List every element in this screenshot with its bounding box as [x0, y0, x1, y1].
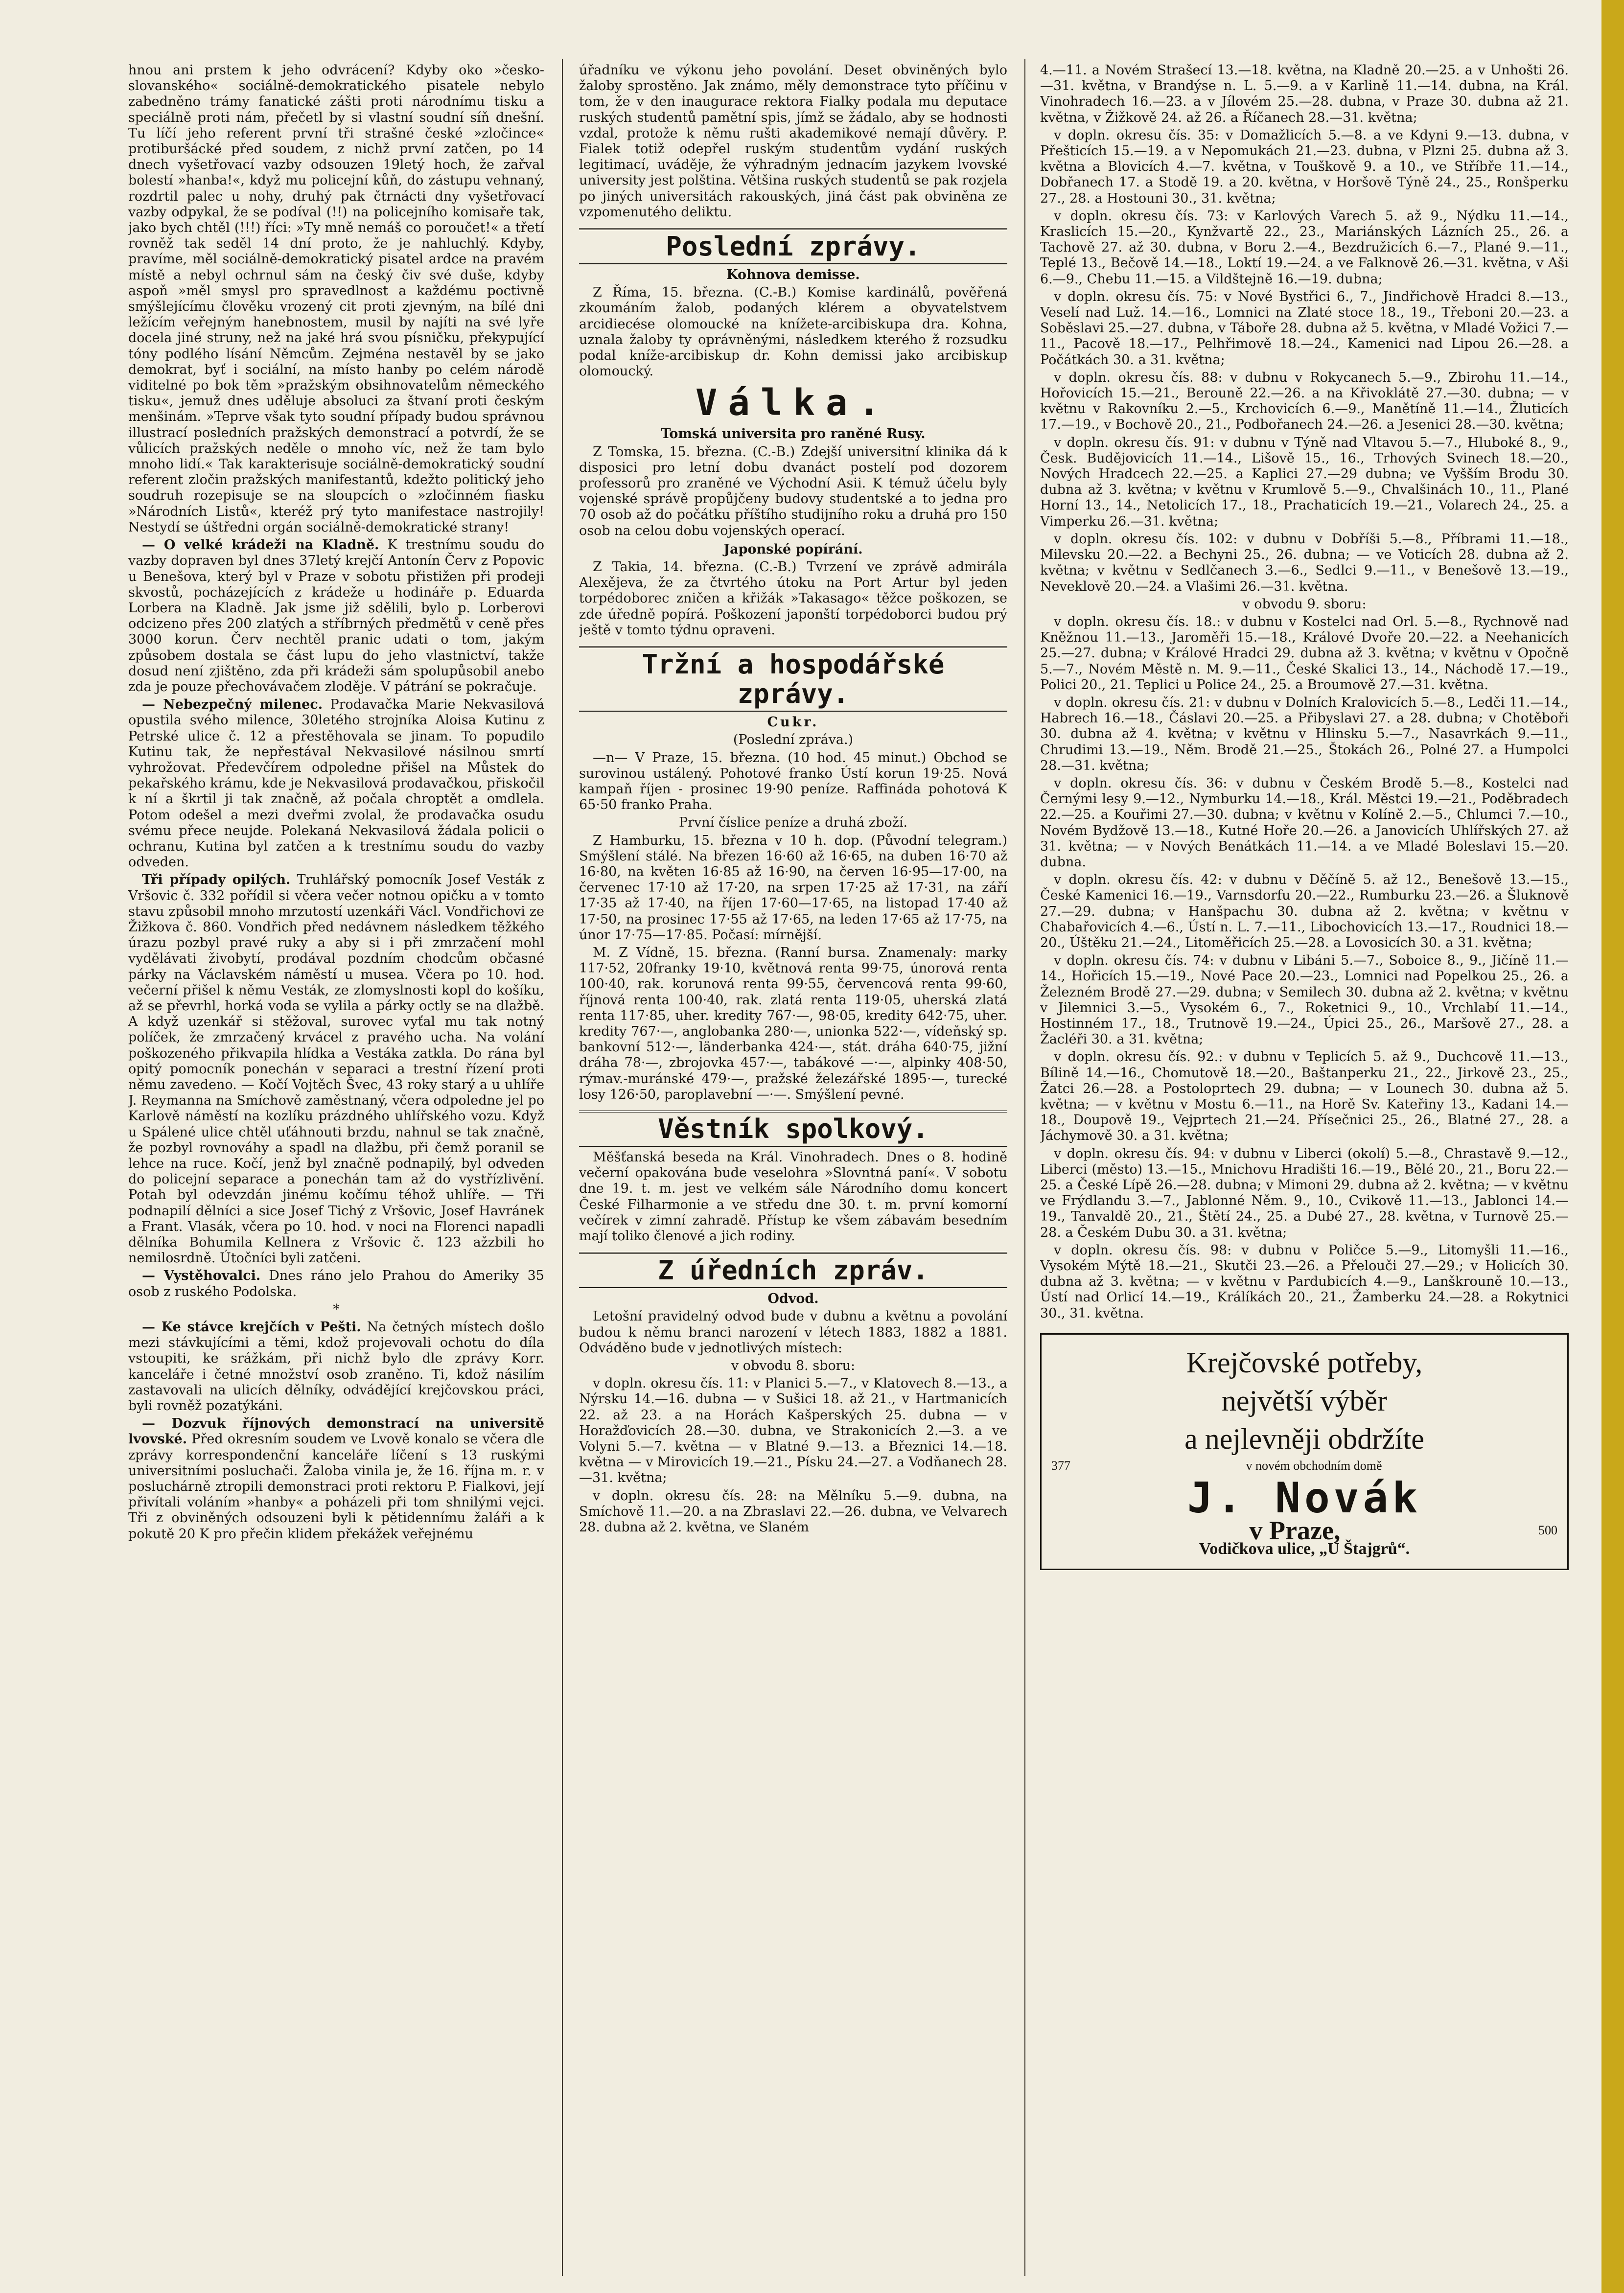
district-entry: v dopln. okresu čís. 91: v dubnu v Týně nad Vltavou 5.—7., Hluboké 8., 9., Česk. Budějovicích 11.—14., Lišově 15., 16., Trhových Svinech 18.—20., Nových Hradcech 22.—25. a Kaplici 27.—29 dubna; ve Vyšším Brodu 30. dubna až 3. května; v květnu v Krumlově 5.—9., Chvalšinách 10., 11., Plané Horní 13., 14., Netolicích 17., 18., Prachaticích 19.—21., Volarech 24., 25. a Vimperku 26.—31. května;	[1040, 435, 1569, 529]
ad-line: a nejlevněji obdržíte	[1184, 1422, 1424, 1455]
ad-code: 500	[1538, 1523, 1557, 1537]
news-item: Měšťanská beseda na Král. Vinohradech. Dnes o 8. hodině večerní opakována bude veselohra »Slovntná paní«. V sobotu dne 19. t. m. jest ve velkém sále Národního domu koncert České Filharmonie a ve středu dne 30. t. m. první komorní večírek v zimní zahradě. Přístup ke všem zábavám besedním mají toliko členové a jich rodiny.	[579, 1149, 1007, 1244]
ad-number: 377	[1051, 1458, 1070, 1473]
district-entry: v dopln. okresu čís. 98: v dubnu v Poličce 5.—9., Litomyšli 11.—16., Vysokém Mýtě 18.—21., Skutči 23.—26. a Přelouči 27.—29.; v Holicích 30. dubna až 3. května; — v květnu v Pardubicích 4.—9., Lanškrouně 10.—13., Ústí nad Orlicí 14.—19., Králíkách 20., 21., Žamberku 24.—28. a Rokytnici 30., 31. května.	[1040, 1242, 1569, 1321]
article-text: hnou ani prstem k jeho odvrácení? Kdyby oko »česko-slovanského« sociálně-demokratického pisatele nebylo zabedněno trámy fanatické zášti proti národnímu tisku a speciálně proti nám, přečetl by si vlastní soudní síň dnešní. Tu líčí jeho referent první tři strašné české »zločince« protiburšácké před soudem, z nichž první zatčen, po 14 dnech vyšetřovací vazby odsouzen 19letý hoch, že zařval bolestí »hanba!«, když mu policejní kůň, do zástupu vehnaný, rozdrtil palec u nohy, druhý pak čtrnácti dny vyšetřovací vazby odpykal, že se podíval (!!) na policejního komisaře tak, jako bych chtěl (!!!) říci: »Ty mně nemáš co poroučet!« a třetí rovněž tak seděl 14 dní proto, že je nahluchlý. Kdyby, pravíme, měl sociálně-demokratický pisatel ardce na pravém místě a nebyl ochrnul sám na český čiv své duše, kdyby aspoň »měl smysl pro spravedlnost a každému poctivně smýšlejícímu člověku vrozený cit proti zjevným, na bílé dni ležícím veřejným hanebnostem, musil by najíti na své lyře docela jiné struny, než na jaké hrá svou písničku, překypující tóny podlého lísání Němcům. Zejména nestavěl by se jako demokrat, byť i sociální, na místo hanby po celém národě viditelné po bok těm »pražským obsihnovatelům německého tisku«, jemuž dnes uděluje absoluci za štvaní proti českým menšinám. »Teprve však tyto soudní případy budou správnou illustrací posledních pražských demonstrací a potvrdí, že se vůlicích pražských neděle o mnoho víc, než že tam bylo mnoho lidí.« Tak karakterisuje sociálně-demokratický soudní referent zločin pražských manifestantů, kdežto politický jeho soudruh rozepisuje se na sloupcích o »zločinném fiasku »Národních Listů«, kteréž prý tyto manifestace nastrojily! Nestydí se úštředni orgán sociálně-demokratické strany!	[128, 63, 544, 535]
news-item: — Vystěhovalci. Dnes ráno jelo Prahou do Ameriky 35 osob z ruského Podolska.	[128, 1268, 544, 1299]
ad-city: v Praze,	[1249, 1515, 1341, 1545]
news-item: Letošní pravidelný odvod bude v dubnu a květnu a povolání budou k němu branci narození v létech 1883, 1882 a 1881. Odváděno bude v jednotlivých místech:	[579, 1309, 1007, 1356]
market-report: Z Hamburku, 15. března v 10 h. dop. (Původní telegram.) Smýšlení stálé. Na březen 16·60 až 16·65, na duben 16·70 až 16·80, na květen 16·85 až 16·90, na červen 16·95—17·00, na červenec 17·10 až 17·20, na srpen 17·25 až 17·31, na září 17·35 až 17·40, na říjen 17·60—17·65, na listopad 17·40 až 17·50, na prosinec 17·55 až 17·65, na leden 17·65 až 17·75, na únor 17·75—17·85. Počasí: mírnější.	[579, 833, 1007, 943]
district-entry: v dopln. okresu čís. 18.: v dubnu v Kostelci nad Orl. 5.—8., Rychnově nad Kněžnou 11.—13., Jaroměři 15.—18., Králové Dvoře 20.—22. a Neehanicích 25.—27. dubna; v Králové Hradci 29. dubna až 3. května; v květnu v Opočně 5.—7., Novém Městě n. M. 9.—11., České Skalici 13., 14., Náchodě 17.—19., Polici 20., 21. Teplici u Police 24., 25. a Broumově 27.—31. května.	[1040, 614, 1569, 693]
news-title: — Ke stávce krejčích v Pešti.	[142, 1320, 361, 1335]
section-title-valka: Válka.	[695, 382, 891, 424]
news-title: Tři případy opilých.	[142, 872, 291, 888]
district-entry: v dopln. okresu čís. 28: na Mělníku 5.—9. dubna, na Smíchově 11.—20. a na Zbraslavi 22.—26. dubna, ve Velvarech 28. dubna až 2. května, ve Slaném	[579, 1488, 1007, 1535]
section-title-trzni: Tržní a hospodářské zprávy.	[579, 646, 1007, 712]
district-entry: v dopln. okresu čís. 92.: v dubnu v Teplicích 5. až 9., Duchcově 11.—13., Bílině 14.—16., Chomutově 18.—20., Baštanperku 21., 22., Jirkově 23., 25., Žatci 26.—28. a Postoloprtech 29. dubna; — v Lounech 30. dubna až 5. května; — v květnu v Mostu 6.—11., na Horě Sv. Kateřiny 13., Kadani 14.—18., Doupově 19., Vejprtech 21.—24. Přísečnici 25., 26., Blatné 27., 28. a Jáchymově 30. a 31. května;	[1040, 1049, 1569, 1144]
news-title: — Nebezpečný milenec.	[142, 697, 323, 713]
news-item: Z Takia, 14. března. (C.-B.) Tvrzení ve zprávě admirála Alexějeva, že za čtvrtého útoku na Port Artur byl jeden torpédoborec zničen a křižák »Takasago« těžce poškozen, se zde úředně popírá. Poškození japonští torpédoborci budou prý ještě v tomto týdnu opraveni.	[579, 559, 1007, 638]
district-entry: v dopln. okresu čís. 88: v dubnu v Rokycanech 5.—9., Zbirohu 11.—14., Hořovicích 15.—21., Berouně 22.—26. a na Křivoklátě 27.—30. dubna; — v květnu v Rakovníku 2.—5., Krchovicích 6.—9., Manětíně 11.—14., Žluticích 17.—19., v Bochově 20., 21., Podbořanech 24.—26. a Jesenici 28.—30. května;	[1040, 370, 1569, 433]
ad-store-row	[1051, 1458, 1557, 1474]
ad-line: největší výběr	[1221, 1384, 1388, 1417]
section-title-posledni: Poslední zprávy.	[579, 228, 1007, 264]
district-entry: v dopln. okresu čís. 36: v dubnu v Českém Brodě 5.—8., Kostelci nad Černými lesy 9.—12., Nymburku 14.—18., Král. Městci 19.—21., Poděbradech 22.—25. a Kouřimi 27.—30. dubna; v květnu v Kolíně 2.—5., Chlumci 7.—10., Novém Bydžově 13.—18., Kutné Hoře 20.—26. a Janovicích Uhlířských 27. až 31. května; — v Nových Benátkách 11.—14. a ve Mladé Boleslavi 15.—20. dubna.	[1040, 775, 1569, 870]
page-edge	[1601, 0, 1624, 2293]
district-entry: v dopln. okresu čís. 74: v dubnu v Libáni 5.—7., Soboice 8., 9., Jičíně 11.—14., Hořicích 15.—19., Nové Pace 20.—23., Lomnici nad Popelkou 25., 26. a Železném Brodě 27.—29. dubna; v Semilech 30. dubna až 2. května; v květnu v Jilemnici 3.—5., Vysokém 6., 7., Roketnici 9., 10., Vrchlabí 11.—14., Hostinném 17., 18., Trutnově 19.—24., Úpici 25., 26., Maršově 27., 28. a Žacléři 30. a 31. května;	[1040, 953, 1569, 1047]
market-note: První číslice peníze a druhá zboží.	[678, 815, 908, 831]
subheading: Japonské popírání.	[723, 541, 863, 557]
subheading: Kohnova demisse.	[726, 267, 860, 283]
column-2	[579, 63, 1007, 2275]
separator-star: *	[333, 1301, 340, 1317]
ad-line: Krejčovské potřeby,	[1186, 1346, 1423, 1379]
district-entry: 4.—11. a Novém Strašecí 13.—18. května, na Kladně 20.—25. a v Unhošti 26.—31. května, v Brandýse n. L. 5.—9. a v Karlině 11.—14. dubna, na Král. Vinohradech 16.—23. a v Jílovém 25.—28. dubna, v Praze 30. dubna až 21. května, v Žižkově 24. až 26. a Říčanech 28.—31. května;	[1040, 63, 1569, 125]
subheading: Tomská universita pro raněné Rusy.	[661, 426, 926, 442]
column-3	[1040, 63, 1569, 2275]
market-report: M. Z Vídně, 15. března. (Ranní bursa. Znamenaly: marky 117·52, 20franky 19·10, květnová renta 99·75, únorová renta 100·40, rak. korunová renta 99·55, červencová renta 99·60, říjnová renta 100·40, rak. zlatá renta 119·05, uherská zlatá renta 117·85, uher. kredity 767·—, 98·05, kredity 642·75, uher. kredity 767·—, anglobanka 280·—, unionka 522·—, vídeňský sp. bankovní 512·—, länderbanka 424·—, stát. dráha 640·75, jižní dráha 78·—, zbrojovka 457·—, tabákové —·—, alpinky 408·50, rýmav.-muránské 479·—, pražské železářské 1895·—, turecké losy 126·50, paroplavební —·—. Smýšlení pevné.	[579, 945, 1007, 1102]
district-entry: v dopln. okresu čís. 42: v dubnu v Děčíně 5. až 12., Benešově 13.—15., České Kamenici 16.—19., Varnsdorfu 20.—22., Rumburku 23.—26. a Šluknově 27.—29. dubna; v Hanšpachu 30. dubna až 2. května; v květnu v Chabařovicích 4.—6., Ústí n. L. 7.—11., Libochovicích 13.—17., Roudnici 18.—20., Úštěku 21.—24., Litoměřicích 25.—28. a Lovosicích 30. a 31. května;	[1040, 872, 1569, 950]
district-entry: v dopln. okresu čís. 21: v dubnu v Dolních Kralovicích 5.—8., Ledči 11.—14., Habrech 16.—18., Čáslavi 20.—25. a Přibyslavi 27. a 28. dubna; v Chotěboři 30. dubna až 4. května; v květnu v Hlinsku 5.—7., Nasavrkách 9.—11., Chrudimi 13.—19., Něm. Brodě 21.—25., Štokách 26., Polné 27. a Humpolci 28.—31. května;	[1040, 695, 1569, 773]
ad-city-row	[1051, 1515, 1557, 1545]
news-item: Z Říma, 15. března. (C.-B.) Komise kardinálů, pověřená zkoumáním žalob, podaných klérem a obyvatelstvem arcidiecése olomoucké na knížete-arcibiskupa dra. Kohna, uznala žaloby ty oprávněnými, následkem kterého ž rozsudku podal kníže-arcibiskup dr. Kohn demissi jako arcibiskup olomoucký.	[579, 285, 1007, 379]
news-title: — O velké krádeži na Kladně.	[142, 537, 379, 553]
news-item: — Dozvuk říjnových demonstrací na universitě lvovské. Před okresním soudem ve Lvově konalo se včera dle zprávy korrespondenční kanceláře líčení s 13 ruskými universitními posluchači. Žaloba vinila je, že 16. října m. r. v posluchárně ztropili demonstraci proti rektoru P. Fialkovi, její přivítali voláním »hanby« a poházeli při tom shnilými vejci. Tři z obviněných odsouzeni byli k pětidennímu žaláři a k pokutě 20 K pro přečin klidem překážek veřejnému	[128, 1416, 544, 1542]
district-entry: v dopln. okresu čís. 75: v Nové Bystřici 6., 7., Jindřichově Hradci 8.—13., Veselí nad Luž. 14.—16., Lomnici na Zlaté stoce 18., 19., Třeboni 20.—23. a Soběslavi 25.—27. dubna, v Táboře 28. dubna až 5. května, v Mladé Vožici 7.—11., Pacově 18.—17., Pelhřimově 18.—24., Kamenici nad Lipou 26.—28. a Počátkách 30. a 31. května;	[1040, 289, 1569, 368]
column-rule	[562, 59, 563, 2276]
subheading-note: (Poslední zpráva.)	[733, 732, 854, 748]
ad-firm: J. Novák	[1187, 1473, 1422, 1523]
district-heading: v obvodu 9. sboru:	[1242, 596, 1367, 612]
advertisement	[1040, 1333, 1569, 1570]
column-rule	[1024, 59, 1025, 2276]
news-item: — Ke stávce krejčích v Pešti. Na četných místech došlo mezi stávkujícími a těmi, kdož projevovali ochotu do díla vstoupiti, ke srážkám, při nichž bylo dle zprávy Korr. kanceláře i četné množství osob zraněno. Ti, kdož násilím zastavovali na ulicích dělníky, odvádějící krejčovskou práci, byli rovněž pozatýkáni.	[128, 1320, 544, 1414]
subheading: Cukr.	[767, 715, 819, 730]
district-entry: v dopln. okresu čís. 35: v Domažlicích 5.—8. a ve Kdyni 9.—13. dubna, v Přešticích 15.—19. a v Nepomukách 21.—23. dubna, v Plzni 25. dubna až 3. května a Blovicích 4.—7. května, v Touškově 9. a 10., ve Stříbře 11.—14., Dobřanech 17. a Stodě 19. a 20. května, v Horšově Týně 24., 25., Ronšperku 27., 28. a Hostouni 30., 31. května;	[1040, 127, 1569, 206]
district-entry: v dopln. okresu čís. 11: v Planici 5.—7., v Klatovech 8.—13., a Nýrsku 14.—16. dubna — v Sušici 18. až 21., v Hartmanicích 22. až 23. a na Horách Kašperských 25. dubna — v Horažďovicích 28.—30. dubna, ve Strakonicích 2.—3. a ve Volyni 5.—7. května — v Blatné 9.—13. a Březnici 14.—18. května — v Mirovicích 19.—21., Písku 24.—27. a Vodňanech 28.—31. května;	[579, 1376, 1007, 1486]
news-title: — Dozvuk říjnových demonstrací na universitě lvovské.	[128, 1416, 544, 1447]
news-item: Z Tomska, 15. března. (C.-B.) Zdejší universitní klinika dá k disposici pro letní dobu dvanáct postelí pod dozorem professorů pro zraněné ve Východní Asii. K témuž účelu byly vojenské správě propůjčeny budovy studentské a to jedna pro 70 osob až do počátku příštího studijního roku a druhá pro 150 osob na celou dobu vojenských operací.	[579, 444, 1007, 538]
subheading: Odvod.	[767, 1291, 819, 1307]
news-item: Tři případy opilých. Truhlářský pomocník Josef Vesták z Vršovic č. 332 pořídil si včera večer notnou opičku a v tomto stavu způsobil mnoho mrzutostí uzenkáři Václ. Vondřichovi ze Žižkova č. 860. Vondřich před nedávnem následkem těžkého úrazu pozbyl pravé ruky a aby si i při zmrzačení mohl vydělávati živobytí, prodával pozdním chodcům občasné párky na Václavském náměstí u musea. Včera po 10. hod. večerní přišel k němu Vesták, ze zlomyslnosti kopl do košíku, až se převrhl, horká voda se vylila a párky octly se na dlažbě. A když uzenkář si stěžoval, surovec vyťal mu tak notný políček, že zmrzačený krvácel z pravého ucha. Na volání poškozeného přikvapila hlídka a Vestáka zatkla. Do rána byl opitý pomocník ponechán v separaci a trestní řízení proti němu zavedeno. — Kočí Vojtěch Švec, 43 roky starý a u uhlíře J. Reymanna na Smíchově zaměstnaný, včera odpoledne jel po Karlově náměstí na kozlíku prázdného uhlířského vozu. Když u Spálené ulice chtěl uťáhnouti brzdu, nahnul se tak značně, že pozbyl rovnováhy a spadl na dlažbu, při čemž poranil se lehce na ruce. Kočí, jenž byl značně podnapilý, byl odveden do policejní separace a ponechán tam až do vystřízlivění. Potah byl odevzdán jinému kočímu téhož uhlíře. — Tři podnapilí dělníci a sice Josef Tichý z Vršovic, Josef Havránek a Frant. Vlasák, včera po 10. hod. v noci na Florenci napadli dělníka Bohumila Kellnera z Vršovic č. 123 ažzbili ho nemilosrdně. Útočníci byli zatčeni.	[128, 872, 544, 1266]
district-entry: v dopln. okresu čís. 94: v dubnu v Liberci (okolí) 5.—8., Chrastavě 9.—12., Liberci (město) 13.—15., Mnichovu Hradišti 16.—19., Bělé 20., 21., Boru 22.—25. a České Lípě 26.—28. dubna; v Mimoni 29. dubna až 2. května; — v květnu ve Frýdlandu 3.—7., Jablonné Něm. 9., 10., Cvikově 11.—13., Jablonci 14.—19., Tanvaldě 20., 21., Štětí 24., 25. a Dubé 27., 28. května, v Turnově 25.—28. a Českém Dubu 30. a 31. května;	[1040, 1146, 1569, 1240]
district-entry: v dopln. okresu čís. 102: v dubnu v Dobříši 5.—8., Příbrami 11.—18., Milevsku 20.—22. a Bechyni 25., 26. dubna; — ve Voticích 28. dubna až 2. května; v květnu v Sedlčanech 3.—6., Sedlci 9.—11., v Benešově 13.—19., Neveklově 20.—24. a Vlašimi 26.—31. května.	[1040, 531, 1569, 594]
article-text: úřadníku ve výkonu jeho povolání. Deset obviněných bylo žaloby sprostěno. Jak známo, měly demonstrace tyto příčinu v tom, že v den inaugurace rektora Fialky podala mu deputace ruských studentů pamětní spis, jímž se žádalo, aby se hodnosti vzdal, protože k němu rušti akademikové nemají důvěry. P. Fialek totiž odepřel ruským studentům vydání ruských legitimací, uváděje, že výhradným jednacím jazykem lvovské university jest polština. Většina ruských studentů se pak rozjela po jiných universitách rakouských, jiná část pak obviněna ze vzpomenutého deliktu.	[579, 63, 1007, 220]
news-title: — Vystěhovalci.	[142, 1268, 261, 1284]
column-1	[128, 63, 544, 2275]
section-title-uradni: Z úředních zpráv.	[579, 1252, 1007, 1288]
district-entry: v dopln. okresu čís. 73: v Karlových Varech 5. až 9., Nýdku 11.—14., Kraslicích 15.—20., Kynžvartě 22., 23., Mariánských Lázních 25., 26. a Tachově 27. až 30. dubna, v Boru 2.—4., Bezdružicích 6.—7., Plané 9.—11., Teplé 13., Bečově 14.—18., Loktí 19.—24. a ve Falknově 26.—31. května, v Aši 6.—9., Chebu 11.—15. a Vildštejně 16.—19. dubna;	[1040, 208, 1569, 287]
ad-street: Vodičkova ulice, „U Štajgrů“.	[1199, 1539, 1410, 1558]
news-item: — Nebezpečný milenec. Prodavačka Marie Nekvasilová opustila svého milence, 30letého strojníka Aloisa Kutinu z Petrské ulice č. 12 a přestěhovala se jinam. To popudilo Kutinu tak, že nepřestával Nekvasilové násilnou smrtí vyhrožovat. Předevčírem odpoledne přišel na Můstek do pekařského krámu, kde je Nekvasilová prodavačkou, přiskočil k ní a škrtil ji tak značně, až počala chroptět a omdlela. Potom odešel a mezi dveřmi zvolal, že prodavačka osudu svému přece neujde. Polekaná Nekvasilová žádala policii o ochranu, Kutina byl zatčen a k trestnímu soudu do vazby odveden.	[128, 697, 544, 870]
market-report: —n— V Praze, 15. března. (10 hod. 45 minut.) Obchod se surovinou ustálený. Pohotové franko Ústí korun 19·25. Nová kampaň říjen - prosinec 19·90 peníze. Raffináda pohotová K 65·50 franko Praha.	[579, 750, 1007, 813]
ad-store: v novém obchodním domě	[1246, 1458, 1382, 1473]
section-title-vestnik: Věstník spolkový.	[579, 1111, 1007, 1147]
news-item: — O velké krádeži na Kladně. K trestnímu soudu do vazby dopraven byl dnes 37letý krejčí Antonín Červ z Popovic u Benešova, který byl v Praze v sobotu přistižen při prodeji skvostů, pocházejících z krádeže u hodináře p. Eduarda Lorbera na Kladně. Jak jsme již sdělili, bylo p. Lorberovi odcizeno přes 200 zlatých a stříbrných předmětů v ceně přes 3000 korun. Červ nechtěl pranic udati o tom, jakým způsobem dostala se část lupu do jeho vlastnictví, takže dosud není zjištěno, zda při krádeži sám spolupůsobil anebo zda je pouze přechovávačem zloděje. V pátrání se pokračuje.	[128, 537, 544, 695]
district-heading: v obvodu 8. sboru:	[731, 1358, 856, 1373]
